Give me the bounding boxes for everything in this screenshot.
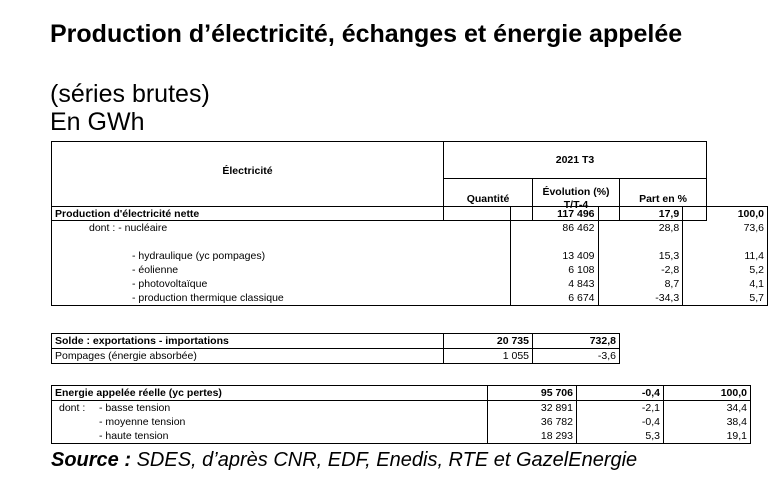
header-evolution-line1: Évolution (%) <box>542 186 610 199</box>
row-label <box>52 401 488 416</box>
row-label-text: - basse tension <box>99 402 171 414</box>
table-row <box>52 263 768 277</box>
row-label: Solde : exportations - importations <box>52 334 444 349</box>
row-evolution: -0,4 <box>577 415 664 429</box>
table-row-spacer <box>52 235 768 249</box>
row-label: Pompages (énergie absorbée) <box>52 349 444 364</box>
header-part: Part en % <box>620 178 707 220</box>
row-evolution: -3,6 <box>597 350 616 362</box>
table-row <box>52 221 768 235</box>
row-part: 73,6 <box>743 222 764 234</box>
table-row <box>52 334 620 349</box>
row-part: 100,0 <box>737 208 764 220</box>
row-quantite: 6 108 <box>511 263 598 277</box>
page-title: Production d’électricité, échanges et énergie appelée <box>50 20 683 48</box>
row-quantite: 1 055 <box>444 349 533 364</box>
row-label: - moyenne tension <box>52 415 488 429</box>
row-prefix: dont : <box>59 402 86 414</box>
energie-table <box>51 385 751 444</box>
table-row <box>52 349 620 364</box>
row-evolution: 15,3 <box>598 249 683 263</box>
row-part: 5,2 <box>749 264 764 276</box>
row-label: - éolienne <box>52 263 511 277</box>
row-label <box>52 221 511 235</box>
echanges-table <box>51 333 620 364</box>
row-evolution: 5,3 <box>577 429 664 444</box>
row-quantite: 36 782 <box>488 415 577 429</box>
row-quantite: 4 843 <box>511 277 598 291</box>
row-label: - photovoltaïque <box>52 277 511 291</box>
row-label: Production d'électricité nette <box>52 207 511 222</box>
source-label: Source : <box>51 449 132 471</box>
row-part: 11,4 <box>744 250 764 262</box>
source-note <box>51 449 637 472</box>
table-row <box>52 207 768 222</box>
row-quantite: 86 462 <box>511 221 598 235</box>
table-row <box>52 277 768 291</box>
source-text: SDES, d’après CNR, EDF, Enedis, RTE et GazelEnergie <box>131 449 638 471</box>
row-prefix: dont : - <box>89 222 125 234</box>
page-subtitle: (séries brutes) <box>50 80 210 108</box>
row-part: 19,1 <box>726 430 747 442</box>
row-evolution: 8,7 <box>598 277 683 291</box>
row-evolution: -2,1 <box>577 401 664 416</box>
row-quantite: 32 891 <box>488 401 577 416</box>
header-evolution-line2: T/T-4 <box>563 199 589 212</box>
table-row <box>52 291 768 306</box>
row-evolution: -34,3 <box>598 291 683 306</box>
header-period: 2021 T3 <box>444 142 707 179</box>
row-quantite: 6 674 <box>511 291 598 306</box>
row-part: 5,7 <box>749 292 764 304</box>
row-label: - haute tension <box>52 429 488 444</box>
table-row <box>52 415 751 429</box>
row-part: 100,0 <box>664 386 751 401</box>
row-evolution: -2,8 <box>598 263 683 277</box>
row-quantite: 117 496 <box>511 207 598 222</box>
table-row <box>52 386 751 401</box>
row-evolution: 17,9 <box>598 207 683 222</box>
row-label: - production thermique classique <box>52 291 511 306</box>
row-label: Energie appelée réelle (yc pertes) <box>52 386 488 401</box>
table-row <box>52 401 751 416</box>
row-evolution: 732,8 <box>533 334 620 349</box>
row-quantite: 95 706 <box>488 386 577 401</box>
row-part: 34,4 <box>726 402 747 414</box>
row-label: - hydraulique (yc pompages) <box>52 249 511 263</box>
row-label-text: nucléaire <box>124 222 168 234</box>
table-row <box>52 429 751 444</box>
row-part: 38,4 <box>726 416 747 428</box>
row-evolution: 28,8 <box>598 221 683 235</box>
table-row <box>52 249 768 263</box>
header-row-period <box>52 142 707 179</box>
header-electricite: Électricité <box>52 142 444 221</box>
row-quantite: 13 409 <box>511 249 598 263</box>
header-quantite: Quantité <box>444 178 533 220</box>
row-quantite: 18 293 <box>488 429 577 444</box>
row-quantite: 20 735 <box>444 334 533 349</box>
row-part: 4,1 <box>749 278 764 290</box>
production-table <box>51 206 768 306</box>
row-evolution: -0,4 <box>577 386 664 401</box>
unit-label: En GWh <box>50 108 145 136</box>
